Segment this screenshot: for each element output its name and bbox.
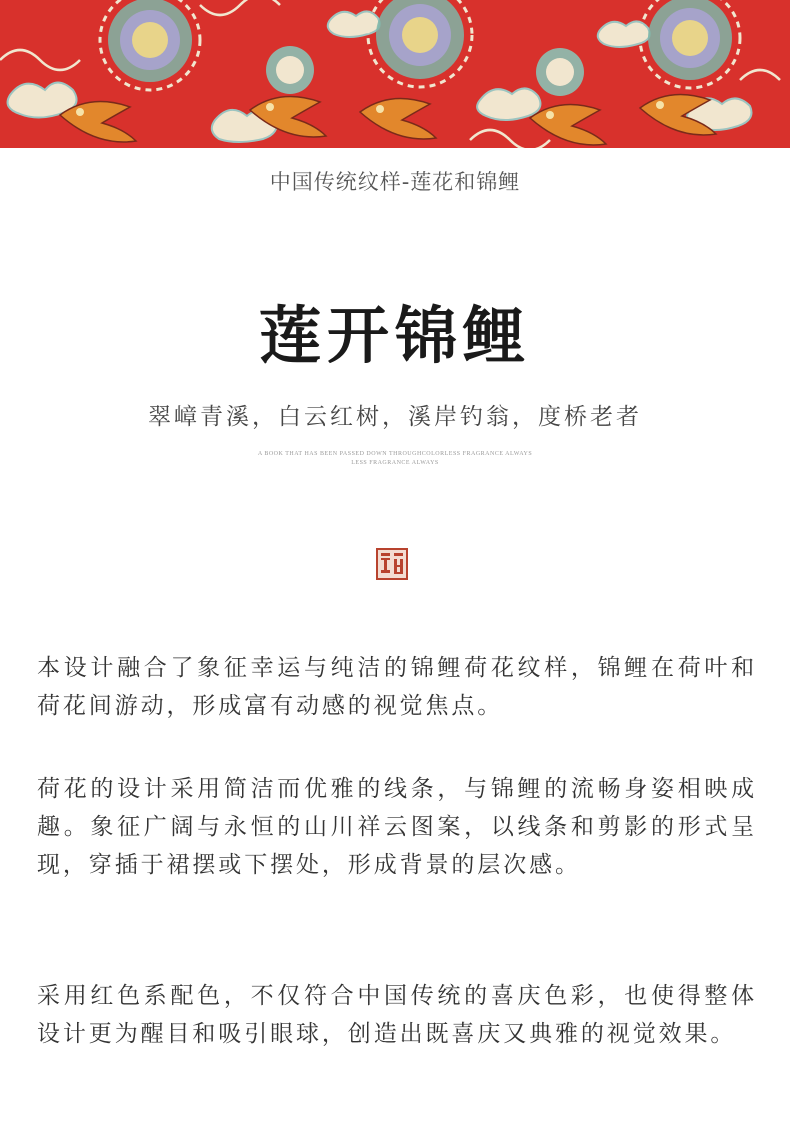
pattern-subtitle: 中国传统纹样-莲花和锦鲤 bbox=[269, 170, 521, 194]
lotus-koi-pattern-image bbox=[0, 0, 790, 148]
seal-stamp-icon bbox=[376, 548, 408, 580]
poem-line: 翠嶂青溪，白云红树，溪岸钓翁，度桥老者 bbox=[148, 404, 642, 430]
english-tagline-line2: LESS FRAGRANCE ALWAYS bbox=[351, 460, 439, 466]
english-tagline-line1: A BOOK THAT HAS BEEN PASSED DOWN THROUGHCOLORLESS FRAGRANCE ALWAYS bbox=[257, 451, 533, 457]
description-paragraph-3: 采用红色系配色，不仅符合中国传统的喜庆色彩，也使得整体设计更为醒目和吸引眼球，创造出既喜庆又典雅的视觉效果。 bbox=[37, 983, 757, 1047]
pattern-banner bbox=[0, 0, 790, 148]
description-paragraph-1: 本设计融合了象征幸运与纯洁的锦鲤荷花纹样，锦鲤在荷叶和荷花间游动，形成富有动感的视觉焦点。 bbox=[37, 655, 757, 719]
page-title: 莲开锦鲤 bbox=[258, 299, 531, 372]
description-paragraph-2: 荷花的设计采用简洁而优雅的线条，与锦鲤的流畅身姿相映成趣。象征广阔与永恒的山川祥云图案，以线条和剪影的形式呈现，穿插于裙摆或下摆处，形成背景的层次感。 bbox=[37, 776, 757, 878]
